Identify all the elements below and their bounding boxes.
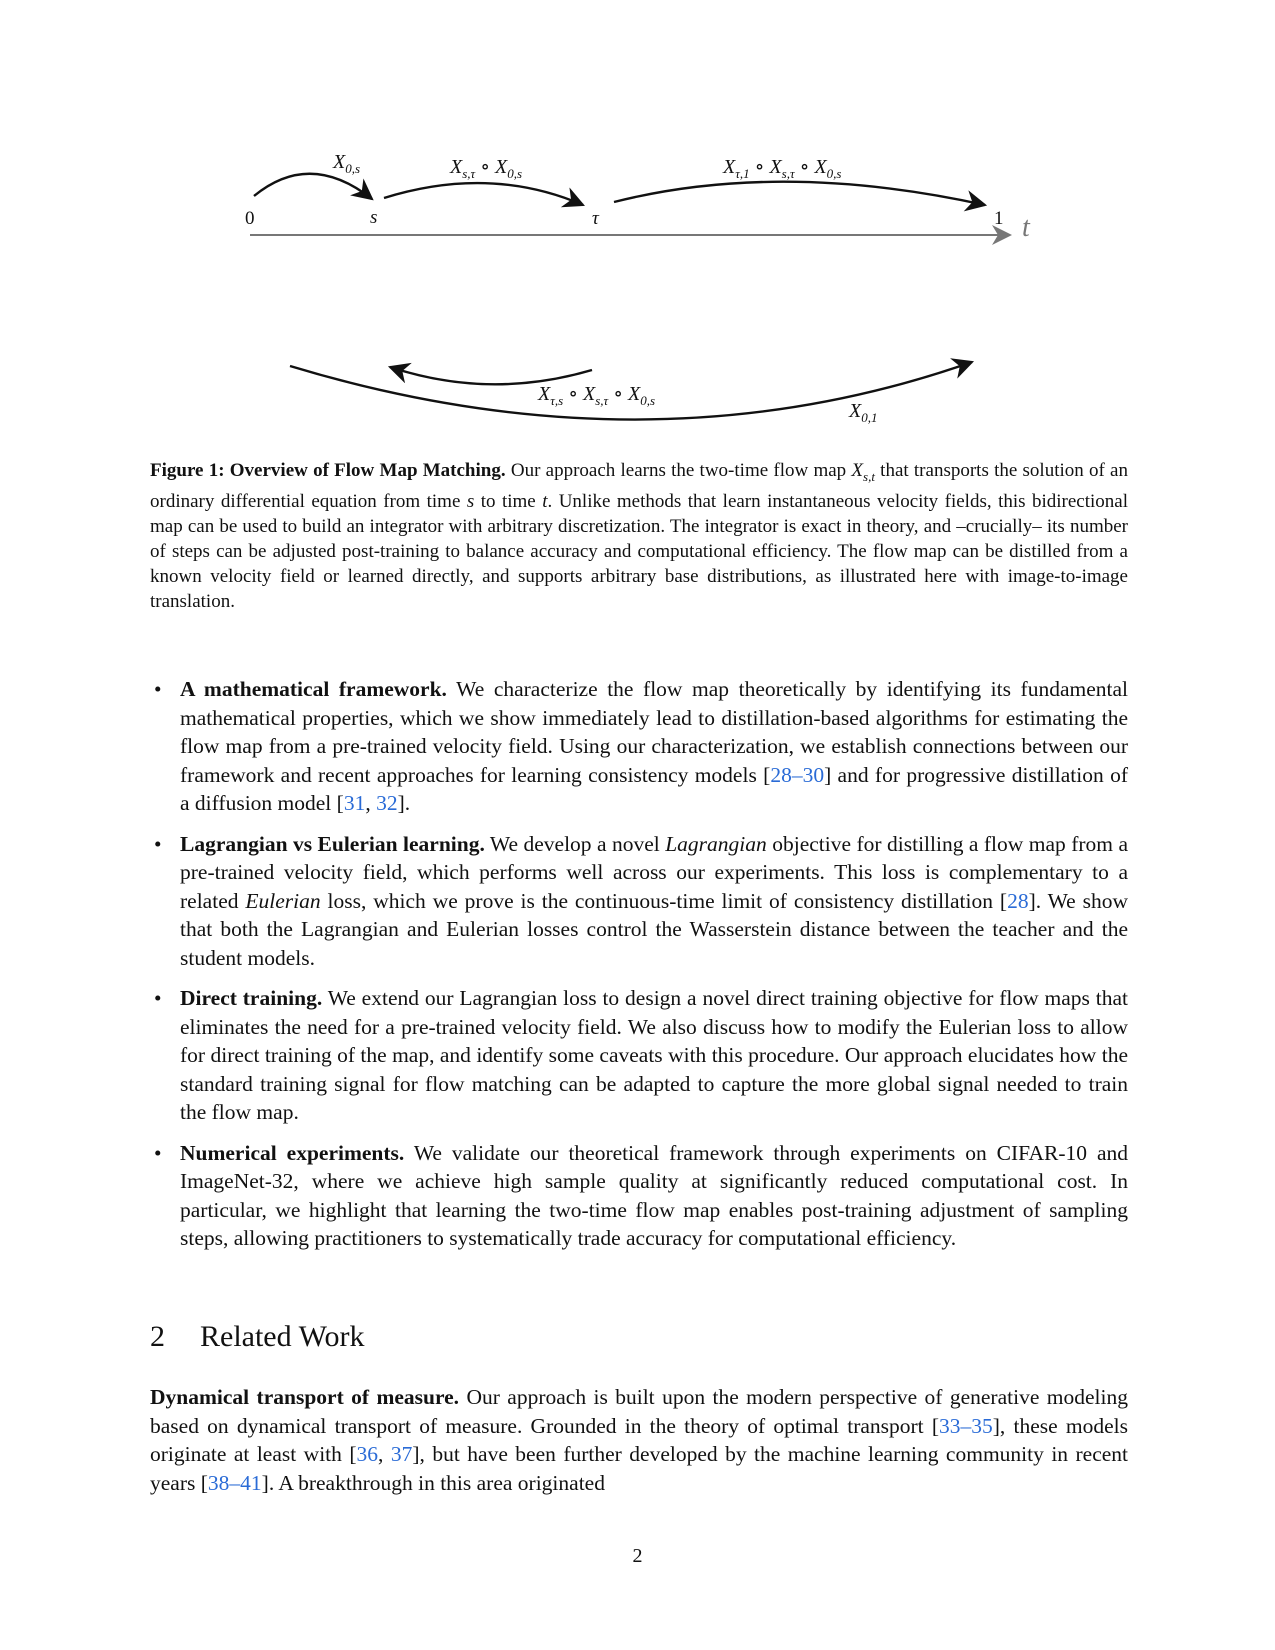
arc-0-to-s [254, 174, 372, 199]
citation-link[interactable]: 31 [343, 791, 366, 815]
arc-s-to-tau [384, 183, 583, 205]
caption-math-sub: s,t [863, 468, 875, 484]
caption-math: t [542, 490, 548, 512]
label-x0s: $X_{0,s}$ [333, 151, 361, 176]
caption-text: Our approach learns the two-time flow map [505, 460, 852, 481]
bullet-text: ]. We show that both the Lagrangian and Eulerian losses control the Wasserstein distance between the teacher and the student models. [180, 888, 1129, 970]
paragraph-title: Dynamical transport of measure. [150, 1385, 460, 1409]
contributions-list [150, 675, 1128, 1265]
bullet-dot: • [154, 677, 162, 701]
caption-text: that transports the solution of an ordinary differential equation from time [150, 460, 1128, 512]
related-work-paragraph [150, 1383, 1128, 1497]
citation-link[interactable]: 28–30 [770, 762, 825, 787]
bullet-dot: • [154, 1140, 162, 1165]
list-item [150, 1139, 1128, 1253]
caption-label: Figure 1: Overview of Flow Map Matching. [150, 460, 506, 481]
bullet-title: Lagrangian vs Eulerian learning. [180, 831, 485, 856]
caption-math: X [851, 460, 864, 481]
bullet-text: loss, which we prove is the continuous-time limit of consistency distillation [ [320, 888, 1008, 913]
figure-flow-map-diagram [0, 0, 1275, 440]
bullet-emphasis: Eulerian [245, 888, 321, 913]
bullet-text: objective for distilling a flow map from a pre-trained velocity field, which performs well across our experiments. This loss is complementary to a related [180, 831, 1129, 913]
flow-map-arrows [0, 0, 1275, 440]
bullet-text: ] and for progressive distillation of a diffusion model [ [180, 762, 1128, 815]
label-bottom-back: $X_{\tau,s}$ ∘ $X_{s,\tau}$ ∘ $X_{0,s}$ [538, 383, 656, 408]
bullet-title: Direct training. [180, 986, 323, 1010]
figure-caption [150, 458, 1128, 614]
caption-text: to time [474, 490, 543, 512]
label-top-long: $X_{\tau,1}$ ∘ $X_{s,\tau}$ ∘ $X_{0,s}$ [723, 156, 842, 181]
bullet-text: We validate our theoretical framework through experiments on CIFAR-10 and ImageNet-32, where we achieve high sample quality at significantly reduced computational cost. In particular, we highlight that learning the two-time flow map enables post-training adjustment of sampling steps, allowing practitioners to systematically trade accuracy for computational efficiency. [180, 1140, 1128, 1250]
caption-math: s [466, 490, 475, 512]
axis-label-t: t [1022, 212, 1030, 243]
list-item [150, 984, 1128, 1127]
citation-link[interactable]: 33–35 [939, 1413, 993, 1438]
bullet-text: , [365, 791, 377, 815]
caption-text: . Unlike methods that learn instantaneous velocity fields, this bidirectional map can be used to build an integrator with arbitrary discretization. The integrator is exact in theory, and –crucially– its number of steps can be adjusted post-training to balance accuracy and computational efficiency. The flow map can be distilled from a known velocity field or learned directly, and supports arbitrary base distributions, as illustrated here with image-to-image translation. [150, 490, 1128, 612]
bullet-emphasis: Lagrangian [665, 831, 767, 856]
section-heading [150, 1320, 365, 1354]
list-item [150, 830, 1128, 973]
tick-s: s [370, 207, 378, 228]
bullet-text: We extend our Lagrangian loss to design a novel direct training objective for flow maps that eliminates the need for a pre-trained velocity field. We also discuss how to modify the Eulerian loss to allow for direct training of the map, and identify some caveats with this procedure. Our approach elucidates how the standard training signal for flow matching can be adapted to capture the more global signal needed to train the flow map. [180, 986, 1128, 1124]
paragraph-text: , [378, 1442, 391, 1466]
bullet-title: Numerical experiments. [180, 1140, 405, 1165]
bullet-text: We characterize the flow map theoretically by identifying its fundamental mathematical properties, which we show immediately lead to distillation-based algorithms for estimating the flow map from a pre-trained velocity field. Using our characterization, we establish connections between our framework and recent approaches for learning consistency models [ [180, 677, 1128, 787]
bullet-dot: • [154, 986, 162, 1010]
label-xstau-x0s: $X_{s,\tau}$ ∘ $X_{0,s}$ [450, 156, 523, 181]
tick-0: 0 [245, 208, 255, 229]
citation-link[interactable]: 38–41 [207, 1470, 262, 1495]
section-number: 2 [150, 1320, 165, 1353]
bullet-text: We develop a novel [484, 831, 666, 856]
list-item [150, 675, 1128, 818]
bullet-dot: • [154, 831, 162, 856]
bullet-text: ]. [397, 791, 411, 815]
citation-link[interactable]: 32 [376, 791, 398, 815]
paragraph-text: ], these models originate at least with [ [150, 1413, 1128, 1466]
arc-tau-to-1 [614, 182, 985, 205]
paragraph-text: ], but have been further developed by the machine learning community in recent years [ [150, 1442, 1129, 1495]
label-x01: $X_{0,1}$ [849, 400, 878, 425]
bullet-title: A mathematical framework. [180, 677, 447, 701]
citation-link[interactable]: 28 [1007, 888, 1029, 913]
paragraph-text: ]. A breakthrough in this area originated [261, 1470, 605, 1495]
citation-link[interactable]: 36 [356, 1442, 379, 1466]
tick-tau: τ [592, 208, 599, 229]
page-number: 2 [632, 1545, 643, 1567]
citation-link[interactable]: 37 [390, 1442, 413, 1466]
paragraph-text: Our approach is built upon the modern perspective of generative modeling based on dynamical transport of measure. Grounded in the theory of optimal transport [ [150, 1385, 1128, 1438]
section-title: Related Work [200, 1320, 365, 1353]
tick-1: 1 [994, 208, 1004, 229]
